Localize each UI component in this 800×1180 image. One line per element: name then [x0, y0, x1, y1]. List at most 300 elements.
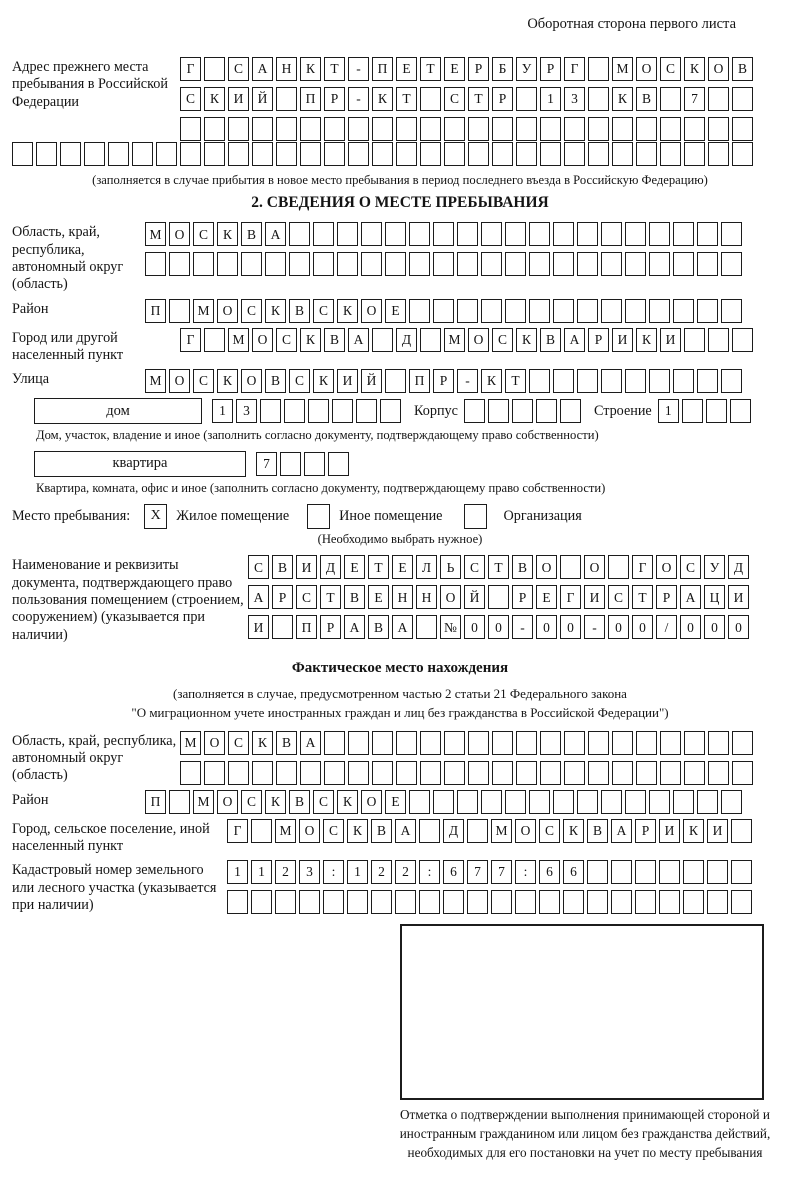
char-cell[interactable]: Е [368, 585, 389, 609]
char-cell[interactable] [433, 252, 454, 276]
char-cell[interactable] [361, 252, 382, 276]
char-cell[interactable] [169, 299, 190, 323]
char-cell[interactable] [276, 142, 297, 166]
char-cell[interactable]: О [515, 819, 536, 843]
char-cell[interactable]: О [241, 369, 262, 393]
char-cell[interactable] [721, 222, 742, 246]
char-cell[interactable] [505, 790, 526, 814]
char-cell[interactable]: Г [180, 328, 201, 352]
char-cell[interactable]: Г [632, 555, 653, 579]
char-cell[interactable] [732, 142, 753, 166]
char-cell[interactable] [505, 252, 526, 276]
char-cell[interactable] [313, 222, 334, 246]
char-cell[interactable] [540, 731, 561, 755]
char-cell[interactable]: Т [396, 87, 417, 111]
char-cell[interactable] [539, 890, 560, 914]
char-cell[interactable] [536, 399, 557, 423]
char-cell[interactable]: С [313, 299, 334, 323]
char-cell[interactable] [560, 399, 581, 423]
stay-type-checkbox-residential[interactable]: X [144, 504, 167, 529]
char-cell[interactable]: С [492, 328, 513, 352]
char-cell[interactable]: И [228, 87, 249, 111]
char-cell[interactable]: Е [536, 585, 557, 609]
char-cell[interactable]: 6 [539, 860, 560, 884]
char-cell[interactable]: № [440, 615, 461, 639]
char-cell[interactable] [636, 761, 657, 785]
char-cell[interactable]: Т [632, 585, 653, 609]
char-cell[interactable]: В [276, 731, 297, 755]
char-cell[interactable] [488, 585, 509, 609]
char-cell[interactable]: С [276, 328, 297, 352]
char-cell[interactable]: С [193, 222, 214, 246]
char-cell[interactable]: Р [656, 585, 677, 609]
char-cell[interactable] [420, 117, 441, 141]
char-cell[interactable]: 1 [540, 87, 561, 111]
char-cell[interactable] [420, 142, 441, 166]
char-cell[interactable] [660, 142, 681, 166]
char-cell[interactable]: П [372, 57, 393, 81]
char-cell[interactable]: В [636, 87, 657, 111]
char-cell[interactable]: О [169, 222, 190, 246]
char-cell[interactable]: У [704, 555, 725, 579]
char-cell[interactable]: К [204, 87, 225, 111]
char-cell[interactable] [289, 252, 310, 276]
char-cell[interactable] [468, 117, 489, 141]
char-cell[interactable]: Л [416, 555, 437, 579]
char-cell[interactable] [721, 252, 742, 276]
char-cell[interactable]: И [660, 328, 681, 352]
char-cell[interactable] [457, 790, 478, 814]
char-cell[interactable] [587, 890, 608, 914]
char-cell[interactable]: П [409, 369, 430, 393]
char-cell[interactable] [419, 890, 440, 914]
char-cell[interactable] [275, 890, 296, 914]
char-cell[interactable] [396, 731, 417, 755]
char-cell[interactable]: 1 [658, 399, 679, 423]
char-cell[interactable] [467, 890, 488, 914]
char-cell[interactable] [385, 222, 406, 246]
char-cell[interactable] [12, 142, 33, 166]
char-cell[interactable] [468, 731, 489, 755]
char-cell[interactable]: И [707, 819, 728, 843]
char-cell[interactable] [265, 252, 286, 276]
char-cell[interactable] [649, 299, 670, 323]
char-cell[interactable] [636, 142, 657, 166]
char-cell[interactable]: К [217, 222, 238, 246]
char-cell[interactable]: М [612, 57, 633, 81]
char-cell[interactable]: С [323, 819, 344, 843]
char-cell[interactable] [251, 819, 272, 843]
char-cell[interactable]: 7 [684, 87, 705, 111]
char-cell[interactable] [540, 142, 561, 166]
char-cell[interactable]: А [392, 615, 413, 639]
char-cell[interactable]: : [515, 860, 536, 884]
char-cell[interactable] [324, 731, 345, 755]
char-cell[interactable] [481, 790, 502, 814]
char-cell[interactable] [337, 222, 358, 246]
char-cell[interactable] [697, 369, 718, 393]
char-cell[interactable] [649, 252, 670, 276]
char-cell[interactable]: С [241, 299, 262, 323]
char-cell[interactable]: А [348, 328, 369, 352]
char-cell[interactable] [515, 890, 536, 914]
char-cell[interactable] [730, 399, 751, 423]
char-cell[interactable] [492, 731, 513, 755]
char-cell[interactable]: К [563, 819, 584, 843]
char-cell[interactable] [659, 860, 680, 884]
char-cell[interactable]: В [324, 328, 345, 352]
char-cell[interactable]: А [344, 615, 365, 639]
char-cell[interactable] [683, 860, 704, 884]
char-cell[interactable]: Й [252, 87, 273, 111]
char-cell[interactable]: 7 [467, 860, 488, 884]
char-cell[interactable] [272, 615, 293, 639]
char-cell[interactable]: Е [385, 299, 406, 323]
stay-type-checkbox-other[interactable] [307, 504, 330, 529]
char-cell[interactable] [587, 860, 608, 884]
char-cell[interactable] [708, 87, 729, 111]
char-cell[interactable] [731, 819, 752, 843]
char-cell[interactable] [673, 222, 694, 246]
char-cell[interactable]: Т [420, 57, 441, 81]
char-cell[interactable] [731, 890, 752, 914]
char-cell[interactable] [707, 860, 728, 884]
char-cell[interactable]: О [636, 57, 657, 81]
char-cell[interactable]: Н [392, 585, 413, 609]
char-cell[interactable] [577, 369, 598, 393]
char-cell[interactable] [553, 299, 574, 323]
char-cell[interactable] [684, 142, 705, 166]
char-cell[interactable] [684, 731, 705, 755]
char-cell[interactable] [492, 761, 513, 785]
char-cell[interactable] [324, 117, 345, 141]
char-cell[interactable]: Е [344, 555, 365, 579]
char-cell[interactable] [169, 252, 190, 276]
char-cell[interactable]: И [612, 328, 633, 352]
char-cell[interactable]: К [265, 790, 286, 814]
char-cell[interactable] [332, 399, 353, 423]
char-cell[interactable] [697, 299, 718, 323]
char-cell[interactable] [673, 299, 694, 323]
char-cell[interactable] [721, 369, 742, 393]
char-cell[interactable] [612, 731, 633, 755]
char-cell[interactable] [649, 790, 670, 814]
char-cell[interactable] [284, 399, 305, 423]
char-cell[interactable] [300, 142, 321, 166]
char-cell[interactable] [697, 252, 718, 276]
char-cell[interactable] [673, 252, 694, 276]
char-cell[interactable] [395, 890, 416, 914]
char-cell[interactable] [660, 87, 681, 111]
char-cell[interactable] [300, 117, 321, 141]
char-cell[interactable] [396, 117, 417, 141]
char-cell[interactable]: : [323, 860, 344, 884]
char-cell[interactable] [348, 117, 369, 141]
char-cell[interactable] [673, 369, 694, 393]
char-cell[interactable]: М [193, 299, 214, 323]
char-cell[interactable]: 0 [560, 615, 581, 639]
char-cell[interactable] [145, 252, 166, 276]
char-cell[interactable]: В [289, 790, 310, 814]
char-cell[interactable] [443, 890, 464, 914]
char-cell[interactable]: 2 [371, 860, 392, 884]
char-cell[interactable] [180, 761, 201, 785]
char-cell[interactable]: Е [392, 555, 413, 579]
char-cell[interactable] [468, 761, 489, 785]
char-cell[interactable]: Ь [440, 555, 461, 579]
char-cell[interactable]: А [300, 731, 321, 755]
char-cell[interactable]: Р [540, 57, 561, 81]
char-cell[interactable] [516, 117, 537, 141]
char-cell[interactable] [457, 222, 478, 246]
char-cell[interactable] [577, 299, 598, 323]
char-cell[interactable] [193, 252, 214, 276]
char-cell[interactable] [553, 252, 574, 276]
char-cell[interactable] [299, 890, 320, 914]
char-cell[interactable]: В [344, 585, 365, 609]
char-cell[interactable] [601, 790, 622, 814]
char-cell[interactable]: Р [468, 57, 489, 81]
char-cell[interactable]: О [361, 299, 382, 323]
char-cell[interactable] [516, 87, 537, 111]
char-cell[interactable]: С [296, 585, 317, 609]
char-cell[interactable] [276, 761, 297, 785]
char-cell[interactable] [491, 890, 512, 914]
char-cell[interactable]: Б [492, 57, 513, 81]
char-cell[interactable]: 0 [488, 615, 509, 639]
char-cell[interactable]: Н [276, 57, 297, 81]
char-cell[interactable]: Р [433, 369, 454, 393]
char-cell[interactable] [204, 328, 225, 352]
char-cell[interactable] [204, 57, 225, 81]
char-cell[interactable] [361, 222, 382, 246]
char-cell[interactable]: Д [320, 555, 341, 579]
char-cell[interactable] [625, 369, 646, 393]
char-cell[interactable] [467, 819, 488, 843]
char-cell[interactable] [588, 57, 609, 81]
char-cell[interactable]: 2 [275, 860, 296, 884]
char-cell[interactable] [588, 731, 609, 755]
char-cell[interactable]: В [265, 369, 286, 393]
char-cell[interactable]: Т [468, 87, 489, 111]
char-cell[interactable]: Т [320, 585, 341, 609]
char-cell[interactable] [416, 615, 437, 639]
char-cell[interactable] [492, 142, 513, 166]
char-cell[interactable]: : [419, 860, 440, 884]
char-cell[interactable] [732, 117, 753, 141]
char-cell[interactable] [708, 731, 729, 755]
char-cell[interactable] [708, 761, 729, 785]
char-cell[interactable] [560, 555, 581, 579]
char-cell[interactable]: А [252, 57, 273, 81]
char-cell[interactable] [660, 761, 681, 785]
char-cell[interactable] [721, 790, 742, 814]
char-cell[interactable] [612, 761, 633, 785]
char-cell[interactable]: И [337, 369, 358, 393]
char-cell[interactable] [372, 328, 393, 352]
char-cell[interactable]: Г [564, 57, 585, 81]
char-cell[interactable] [601, 369, 622, 393]
char-cell[interactable] [612, 142, 633, 166]
char-cell[interactable] [348, 142, 369, 166]
char-cell[interactable] [217, 252, 238, 276]
char-cell[interactable]: 6 [443, 860, 464, 884]
char-cell[interactable] [252, 761, 273, 785]
char-cell[interactable] [732, 731, 753, 755]
char-cell[interactable]: - [348, 57, 369, 81]
char-cell[interactable] [625, 252, 646, 276]
char-cell[interactable]: К [300, 328, 321, 352]
char-cell[interactable] [241, 252, 262, 276]
char-cell[interactable] [420, 731, 441, 755]
char-cell[interactable]: И [728, 585, 749, 609]
char-cell[interactable] [420, 328, 441, 352]
char-cell[interactable] [420, 761, 441, 785]
char-cell[interactable] [348, 761, 369, 785]
char-cell[interactable] [564, 117, 585, 141]
char-cell[interactable] [540, 761, 561, 785]
char-cell[interactable] [84, 142, 105, 166]
char-cell[interactable]: 0 [464, 615, 485, 639]
char-cell[interactable] [577, 222, 598, 246]
char-cell[interactable] [684, 761, 705, 785]
char-cell[interactable]: А [265, 222, 286, 246]
char-cell[interactable]: О [440, 585, 461, 609]
char-cell[interactable]: К [481, 369, 502, 393]
char-cell[interactable] [505, 222, 526, 246]
char-cell[interactable]: Р [324, 87, 345, 111]
apartment-type-box[interactable]: квартира [34, 451, 246, 477]
char-cell[interactable] [706, 399, 727, 423]
char-cell[interactable]: М [145, 222, 166, 246]
char-cell[interactable] [649, 369, 670, 393]
char-cell[interactable]: 0 [728, 615, 749, 639]
char-cell[interactable]: О [217, 299, 238, 323]
char-cell[interactable] [419, 819, 440, 843]
char-cell[interactable]: О [584, 555, 605, 579]
char-cell[interactable] [433, 222, 454, 246]
char-cell[interactable]: 7 [491, 860, 512, 884]
char-cell[interactable]: С [228, 731, 249, 755]
char-cell[interactable]: У [516, 57, 537, 81]
char-cell[interactable] [228, 117, 249, 141]
char-cell[interactable]: П [145, 299, 166, 323]
char-cell[interactable] [409, 299, 430, 323]
char-cell[interactable]: С [539, 819, 560, 843]
char-cell[interactable] [324, 142, 345, 166]
char-cell[interactable] [372, 761, 393, 785]
char-cell[interactable] [708, 328, 729, 352]
char-cell[interactable] [553, 790, 574, 814]
char-cell[interactable] [635, 860, 656, 884]
char-cell[interactable] [420, 87, 441, 111]
char-cell[interactable]: С [313, 790, 334, 814]
char-cell[interactable]: 0 [536, 615, 557, 639]
char-cell[interactable] [732, 328, 753, 352]
char-cell[interactable]: О [217, 790, 238, 814]
char-cell[interactable]: К [217, 369, 238, 393]
char-cell[interactable]: В [368, 615, 389, 639]
char-cell[interactable] [280, 452, 301, 476]
char-cell[interactable] [348, 731, 369, 755]
char-cell[interactable] [540, 117, 561, 141]
char-cell[interactable]: М [444, 328, 465, 352]
char-cell[interactable] [682, 399, 703, 423]
char-cell[interactable] [457, 299, 478, 323]
char-cell[interactable] [563, 890, 584, 914]
char-cell[interactable] [660, 117, 681, 141]
char-cell[interactable]: С [464, 555, 485, 579]
char-cell[interactable] [601, 252, 622, 276]
char-cell[interactable]: С [289, 369, 310, 393]
char-cell[interactable] [468, 142, 489, 166]
char-cell[interactable] [505, 299, 526, 323]
char-cell[interactable]: Р [512, 585, 533, 609]
char-cell[interactable] [731, 860, 752, 884]
char-cell[interactable]: П [145, 790, 166, 814]
char-cell[interactable] [156, 142, 177, 166]
char-cell[interactable]: В [732, 57, 753, 81]
char-cell[interactable] [732, 87, 753, 111]
char-cell[interactable]: 7 [256, 452, 277, 476]
char-cell[interactable] [611, 860, 632, 884]
char-cell[interactable] [433, 299, 454, 323]
char-cell[interactable]: С [193, 369, 214, 393]
char-cell[interactable]: М [275, 819, 296, 843]
char-cell[interactable] [204, 117, 225, 141]
char-cell[interactable] [132, 142, 153, 166]
char-cell[interactable]: П [296, 615, 317, 639]
char-cell[interactable]: / [656, 615, 677, 639]
char-cell[interactable]: Р [320, 615, 341, 639]
char-cell[interactable] [625, 790, 646, 814]
char-cell[interactable]: И [584, 585, 605, 609]
char-cell[interactable]: А [611, 819, 632, 843]
char-cell[interactable]: О [708, 57, 729, 81]
char-cell[interactable] [684, 328, 705, 352]
char-cell[interactable]: 0 [632, 615, 653, 639]
char-cell[interactable] [276, 117, 297, 141]
char-cell[interactable]: О [656, 555, 677, 579]
char-cell[interactable]: 2 [395, 860, 416, 884]
char-cell[interactable] [683, 890, 704, 914]
char-cell[interactable]: Г [227, 819, 248, 843]
char-cell[interactable] [324, 761, 345, 785]
char-cell[interactable] [372, 731, 393, 755]
char-cell[interactable] [380, 399, 401, 423]
char-cell[interactable]: И [248, 615, 269, 639]
char-cell[interactable]: К [372, 87, 393, 111]
char-cell[interactable] [276, 87, 297, 111]
char-cell[interactable] [396, 142, 417, 166]
char-cell[interactable] [529, 222, 550, 246]
char-cell[interactable]: М [193, 790, 214, 814]
char-cell[interactable] [553, 222, 574, 246]
char-cell[interactable] [708, 117, 729, 141]
char-cell[interactable] [444, 731, 465, 755]
char-cell[interactable] [529, 299, 550, 323]
char-cell[interactable] [721, 299, 742, 323]
char-cell[interactable]: Ц [704, 585, 725, 609]
char-cell[interactable]: В [272, 555, 293, 579]
char-cell[interactable] [304, 452, 325, 476]
char-cell[interactable]: Р [492, 87, 513, 111]
char-cell[interactable] [396, 761, 417, 785]
char-cell[interactable]: 1 [212, 399, 233, 423]
char-cell[interactable]: А [564, 328, 585, 352]
char-cell[interactable] [409, 790, 430, 814]
char-cell[interactable]: Т [505, 369, 526, 393]
